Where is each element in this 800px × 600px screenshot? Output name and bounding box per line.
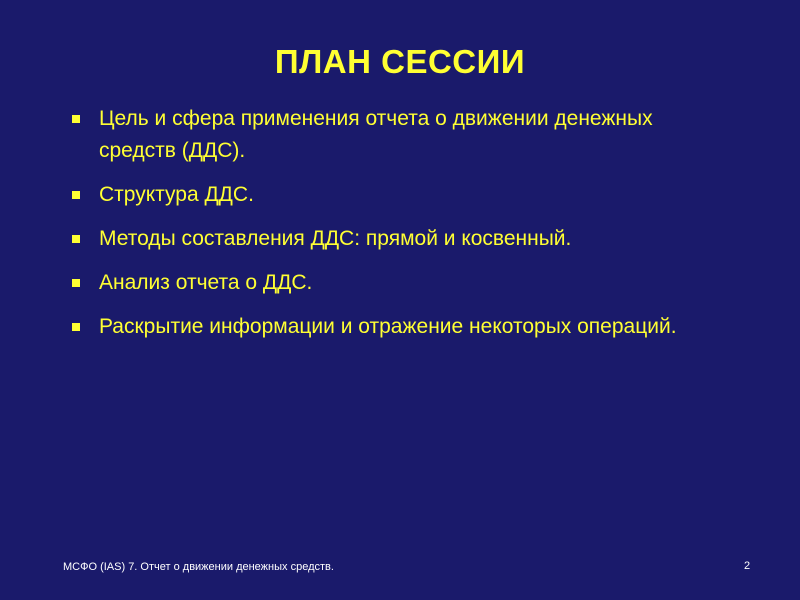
- bullet-list: [70, 103, 720, 355]
- square-bullet-icon: [72, 235, 80, 243]
- slide-footer: МСФО (IAS) 7. Отчет о движении денежных средств.: [63, 561, 334, 573]
- bullet-text: Раскрытие информации и отражение некоторых операций.: [99, 315, 677, 338]
- bullet-text: Анализ отчета о ДДС.: [99, 271, 313, 294]
- bullet-item-methods: [70, 223, 720, 255]
- bullet-item-analysis: [70, 267, 720, 299]
- bullet-text: Методы составления ДДС: прямой и косвенный.: [99, 227, 572, 250]
- square-bullet-icon: [72, 279, 80, 287]
- bullet-item-structure: [70, 179, 720, 211]
- square-bullet-icon: [72, 191, 80, 199]
- page-number: 2: [744, 560, 751, 572]
- square-bullet-icon: [72, 115, 80, 123]
- slide-title: ПЛАН СЕССИИ: [274, 43, 526, 80]
- bullet-item-goal: [70, 103, 720, 167]
- bullet-text: Структура ДДС.: [99, 183, 254, 206]
- bullet-item-disclosure: [70, 311, 720, 343]
- square-bullet-icon: [72, 323, 80, 331]
- bullet-text: Цель и сфера применения отчета о движении денежных средств (ДДС).: [99, 107, 653, 162]
